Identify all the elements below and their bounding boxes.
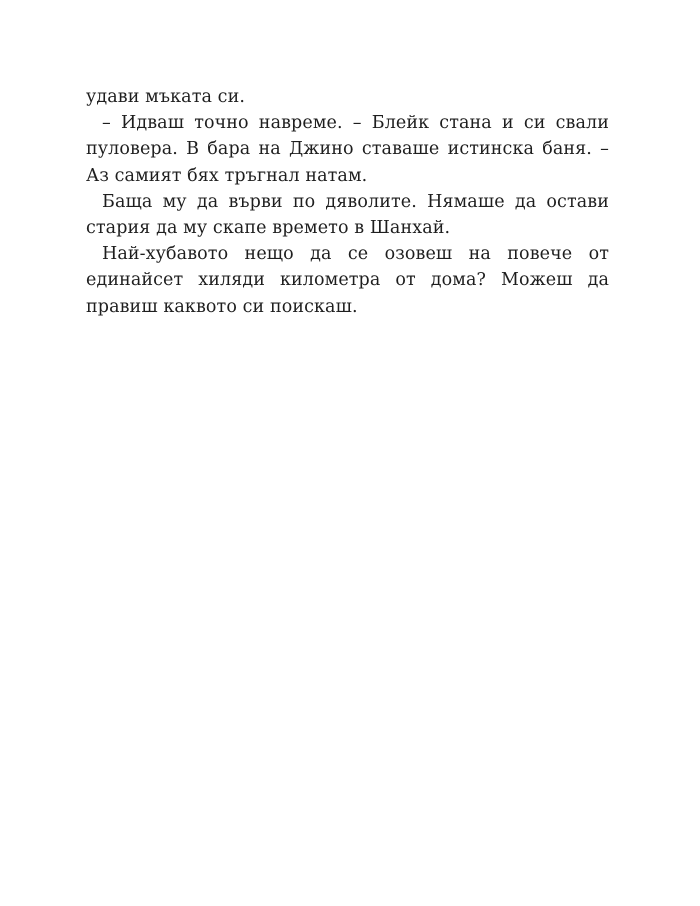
paragraph-2: – Идваш точно навреме. – Блейк стана и си свали пуловера. В бара на Джино ставаше истинска баня. – Аз самият бях тръгнал натам. — [86, 113, 609, 186]
paragraph-1: удави мъката си. — [86, 87, 246, 107]
paragraph-3: Баща му да върви по дяволите. Нямаше да остави стария да му скапе времето в Шанхай. — [86, 191, 609, 239]
paragraph-4: Най-хубавото нещо да се озовеш на повече от единайсет хиляди километра от дома? Можеш да правиш каквото си поискаш. — [86, 244, 609, 317]
page-text — [86, 84, 609, 320]
